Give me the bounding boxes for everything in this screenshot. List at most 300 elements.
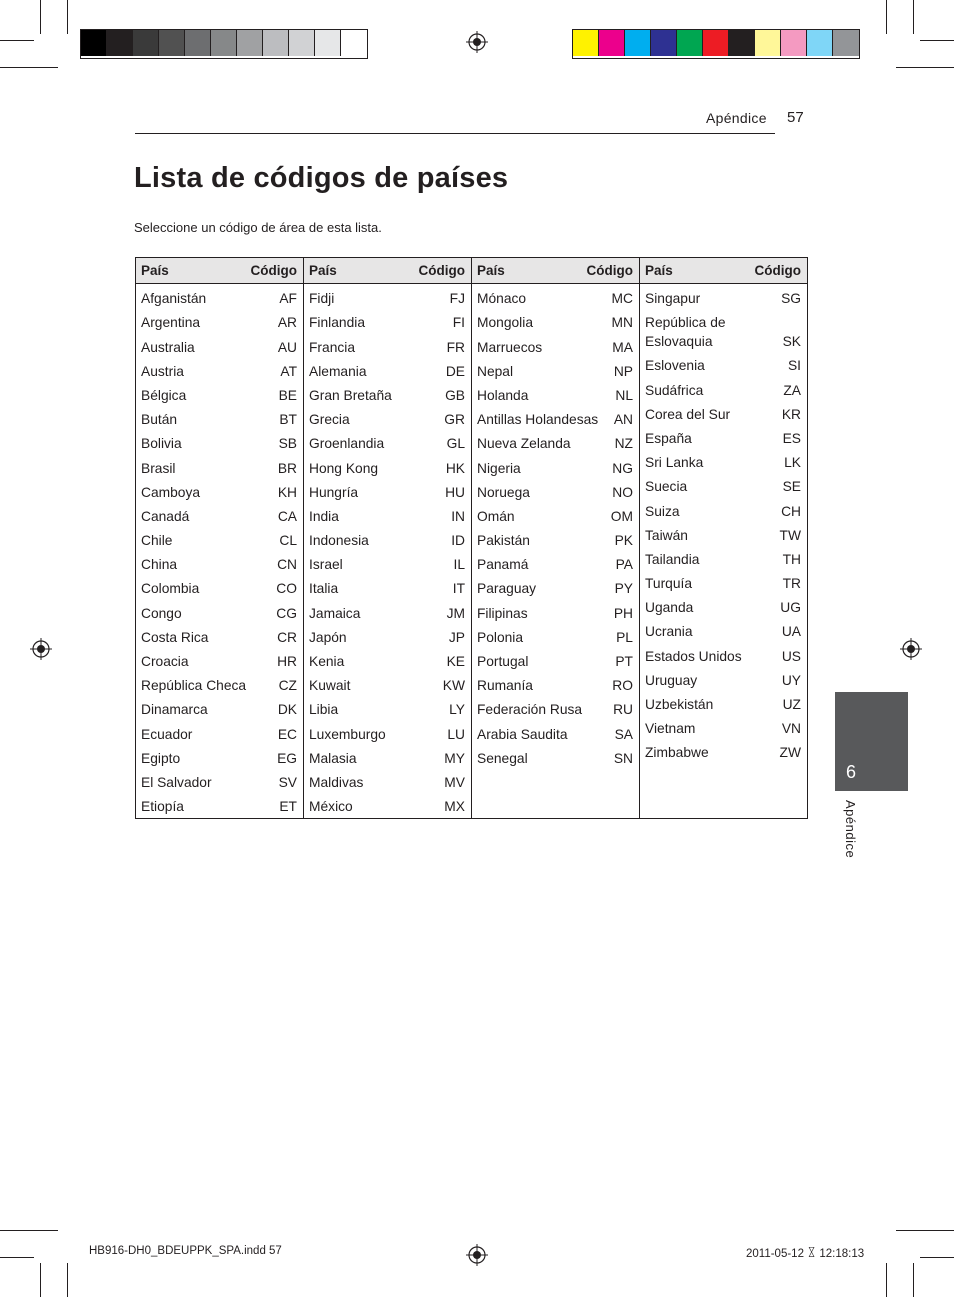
- crop-mark: [913, 0, 914, 34]
- table-row: [309, 623, 465, 647]
- country-code: JP: [448, 629, 465, 645]
- country-code: TW: [779, 527, 801, 543]
- country-header: País: [309, 263, 337, 278]
- table-row: [141, 381, 297, 405]
- crop-mark: [886, 0, 887, 34]
- crop-mark: [913, 1263, 914, 1297]
- country-code: PK: [614, 533, 633, 549]
- table-column: [136, 258, 304, 818]
- color-swatch: [341, 30, 367, 56]
- table-column: [640, 258, 807, 818]
- country-name: Finlandia: [309, 315, 365, 331]
- country-code: UA: [781, 624, 801, 640]
- table-row: [645, 545, 801, 569]
- country-code: SB: [278, 436, 297, 452]
- color-swatch: [185, 30, 211, 56]
- table-row: [645, 308, 801, 351]
- color-swatch: [807, 30, 833, 56]
- country-name: Nueva Zelanda: [477, 436, 571, 452]
- country-name: Malasia: [309, 750, 357, 766]
- country-name: Hungría: [309, 484, 359, 500]
- country-name: Uzbekistán: [645, 697, 714, 712]
- table-row: [309, 550, 465, 574]
- country-code: FI: [452, 315, 465, 331]
- country-name: Senegal: [477, 750, 528, 766]
- country-code: EG: [277, 750, 297, 766]
- table-row: [477, 478, 633, 502]
- table-row: [645, 448, 801, 472]
- table-row: [477, 550, 633, 574]
- country-name: Filipinas: [477, 605, 528, 621]
- country-code: MC: [611, 291, 633, 307]
- code-header: Código: [418, 263, 465, 278]
- country-name: Corea del Sur: [645, 406, 731, 422]
- country-code: ZW: [779, 745, 801, 761]
- table-row: [477, 405, 633, 429]
- country-name: Bolivia: [141, 436, 182, 452]
- country-code: CH: [781, 503, 801, 519]
- country-name: Bután: [141, 412, 178, 428]
- country-name: Polonia: [477, 629, 524, 645]
- country-code: UY: [781, 672, 801, 688]
- color-swatch: [651, 30, 677, 56]
- country-code: BR: [277, 460, 297, 476]
- country-code: SV: [278, 774, 297, 790]
- table-row: [309, 284, 465, 308]
- country-code: SE: [782, 479, 801, 495]
- country-name: Indonesia: [309, 533, 369, 549]
- country-header: País: [477, 263, 505, 278]
- table-row: [645, 714, 801, 738]
- country-name: Portugal: [477, 654, 529, 669]
- country-code: KE: [446, 654, 465, 669]
- country-name: Suiza: [645, 503, 680, 519]
- country-name: Nepal: [477, 363, 514, 379]
- country-name: Etiopía: [141, 799, 184, 815]
- country-name: Egipto: [141, 750, 181, 766]
- country-code: NO: [612, 484, 633, 500]
- country-code: MV: [444, 774, 465, 790]
- country-name: Noruega: [477, 484, 530, 500]
- country-code: SN: [613, 750, 633, 766]
- crop-mark: [886, 1263, 887, 1297]
- table-row: [645, 472, 801, 496]
- table-row: [141, 284, 297, 308]
- country-code: TR: [782, 576, 801, 592]
- color-swatch: [833, 30, 859, 56]
- country-code: PL: [616, 629, 633, 645]
- country-name: Estados Unidos: [645, 648, 742, 664]
- header-section-label: Apéndice: [706, 110, 767, 126]
- country-name: Argentina: [141, 315, 201, 331]
- country-code: NG: [612, 460, 633, 476]
- table-row: [141, 744, 297, 768]
- country-code: MA: [612, 339, 633, 355]
- country-code-table: [135, 257, 808, 819]
- country-name: Sudáfrica: [645, 382, 704, 398]
- table-row: [645, 690, 801, 714]
- table-row: [645, 738, 801, 762]
- country-name: Camboya: [141, 484, 201, 500]
- country-name: Singapur: [645, 291, 701, 307]
- color-swatch: [107, 30, 133, 56]
- country-code: AR: [277, 315, 297, 331]
- country-code: ET: [279, 799, 297, 815]
- country-name: Fidji: [309, 291, 335, 307]
- country-code: PH: [613, 605, 633, 621]
- footer-filename: HB916-DH0_BDEUPPK_SPA.indd 57: [89, 1245, 282, 1257]
- color-swatch: [263, 30, 289, 56]
- country-name: Holanda: [477, 387, 529, 403]
- table-row: [141, 792, 297, 816]
- country-name: Costa Rica: [141, 629, 209, 645]
- table-row: [309, 429, 465, 453]
- country-name: China: [141, 557, 178, 573]
- country-code: ES: [782, 430, 801, 446]
- table-row: [141, 357, 297, 381]
- country-code: AT: [280, 363, 297, 379]
- country-name: Vietnam: [645, 721, 696, 737]
- column-header: [304, 258, 471, 284]
- chapter-number: 6: [846, 762, 857, 782]
- table-row: [309, 308, 465, 332]
- table-row: [645, 617, 801, 641]
- table-row: [309, 574, 465, 598]
- country-code: PY: [614, 581, 633, 597]
- page-title: Lista de códigos de países: [134, 162, 509, 194]
- country-name: Suecia: [645, 479, 688, 495]
- table-column: [472, 258, 640, 818]
- country-code: KR: [781, 406, 801, 422]
- color-swatch: [625, 30, 651, 56]
- country-code: VN: [781, 721, 801, 737]
- country-code: KH: [277, 484, 297, 500]
- table-row: [141, 308, 297, 332]
- color-swatch: [81, 30, 107, 56]
- country-code: SA: [614, 726, 633, 742]
- table-row: [141, 429, 297, 453]
- country-name: Congo: [141, 605, 182, 621]
- table-row: [309, 719, 465, 743]
- country-name: Jamaica: [309, 605, 361, 621]
- header-rule: [135, 133, 775, 134]
- country-code: TH: [782, 551, 801, 567]
- color-swatch: [237, 30, 263, 56]
- code-header: Código: [586, 263, 633, 278]
- table-row: [309, 695, 465, 719]
- country-name: India: [309, 508, 339, 524]
- table-row: [645, 496, 801, 520]
- table-row: [477, 526, 633, 550]
- country-code: HK: [445, 460, 465, 476]
- country-code: UZ: [782, 697, 801, 712]
- country-code: CA: [277, 508, 297, 524]
- country-name: Turquía: [645, 576, 693, 592]
- country-name: Arabia Saudita: [477, 726, 568, 742]
- registration-mark-icon: [900, 638, 922, 660]
- color-swatch: [677, 30, 703, 56]
- crop-mark: [40, 1263, 41, 1297]
- country-name: Omán: [477, 508, 515, 524]
- table-row: [141, 695, 297, 719]
- registration-mark-icon: [466, 1244, 488, 1266]
- country-code: US: [781, 648, 801, 664]
- table-row: [141, 526, 297, 550]
- country-name: Bélgica: [141, 387, 187, 403]
- table-row: [309, 502, 465, 526]
- country-name: Japón: [309, 629, 347, 645]
- crop-mark: [0, 1230, 58, 1231]
- country-name: Taiwán: [645, 527, 688, 543]
- crop-mark: [0, 40, 34, 41]
- process-color-bar: [572, 29, 860, 59]
- country-name: Kuwait: [309, 678, 351, 694]
- country-name: Mónaco: [477, 291, 527, 307]
- country-name: Tailandia: [645, 551, 700, 567]
- table-row: [141, 453, 297, 477]
- country-name: Marruecos: [477, 339, 543, 355]
- country-code: BE: [278, 387, 297, 403]
- country-code: IT: [452, 581, 465, 597]
- color-swatch: [573, 30, 599, 56]
- country-code: UG: [780, 600, 801, 616]
- table-row: [309, 453, 465, 477]
- table-row: [477, 719, 633, 743]
- country-code: PT: [615, 654, 633, 669]
- country-code: RO: [612, 678, 633, 694]
- country-name: Antillas Holandesas: [477, 412, 599, 428]
- country-name: España: [645, 430, 692, 446]
- country-code: LY: [449, 702, 465, 718]
- table-row: [477, 623, 633, 647]
- country-header: País: [645, 263, 673, 278]
- country-name: Gran Bretaña: [309, 387, 392, 403]
- country-code: GL: [446, 436, 465, 452]
- grayscale-color-bar: [80, 29, 368, 59]
- table-row: [477, 502, 633, 526]
- country-code: LK: [784, 455, 801, 471]
- country-name: Mongolia: [477, 315, 533, 331]
- table-row: [141, 332, 297, 356]
- country-name: Federación Rusa: [477, 702, 583, 718]
- country-name: Sri Lanka: [645, 455, 704, 471]
- crop-mark: [0, 1257, 34, 1258]
- color-swatch: [289, 30, 315, 56]
- country-name: Croacia: [141, 654, 189, 669]
- column-header: [640, 258, 807, 284]
- country-code: MY: [444, 750, 465, 766]
- table-row: [645, 569, 801, 593]
- country-name: Pakistán: [477, 533, 530, 549]
- country-code: GR: [444, 412, 465, 428]
- table-row: [645, 400, 801, 424]
- country-code: IN: [451, 508, 465, 524]
- country-name: Alemania: [309, 363, 367, 379]
- chapter-label: Apéndice: [843, 800, 858, 859]
- table-row: [477, 647, 633, 671]
- table-row: [141, 598, 297, 622]
- country-name: Dinamarca: [141, 702, 208, 718]
- table-row: [309, 744, 465, 768]
- color-swatch: [703, 30, 729, 56]
- country-code: SK: [782, 334, 801, 350]
- table-row: [477, 695, 633, 719]
- registration-mark-icon: [466, 31, 488, 53]
- country-name: Hong Kong: [309, 460, 379, 476]
- country-code: ID: [451, 533, 465, 549]
- table-row: [477, 429, 633, 453]
- country-code: RU: [613, 702, 633, 718]
- table-row: [645, 351, 801, 375]
- country-code: PA: [615, 557, 633, 573]
- registration-mark-icon: [30, 638, 52, 660]
- code-header: Código: [250, 263, 297, 278]
- country-name: Uruguay: [645, 672, 698, 688]
- country-code: CN: [277, 557, 297, 573]
- country-name: Israel: [309, 557, 343, 573]
- table-row: [309, 598, 465, 622]
- table-row: [477, 332, 633, 356]
- country-code: IL: [453, 557, 465, 573]
- country-code: CL: [279, 533, 297, 549]
- country-code: SG: [781, 291, 801, 307]
- country-code: NL: [615, 387, 633, 403]
- country-code: FR: [446, 339, 465, 355]
- table-row: [645, 284, 801, 308]
- country-name: Brasil: [141, 460, 176, 476]
- color-swatch: [159, 30, 185, 56]
- table-row: [645, 375, 801, 399]
- table-row: [141, 502, 297, 526]
- country-name: Italia: [309, 581, 339, 597]
- country-code: ZA: [783, 382, 801, 398]
- table-row: [645, 521, 801, 545]
- table-row: [309, 332, 465, 356]
- country-code: CO: [276, 581, 297, 597]
- country-code: GB: [445, 387, 465, 403]
- crop-mark: [896, 1230, 954, 1231]
- country-code: NP: [613, 363, 633, 379]
- table-row: [141, 671, 297, 695]
- color-swatch: [755, 30, 781, 56]
- country-name: Austria: [141, 363, 184, 379]
- country-name: México: [309, 799, 353, 815]
- table-row: [309, 478, 465, 502]
- column-header: [136, 258, 303, 284]
- country-name: Ecuador: [141, 726, 193, 742]
- table-row: [141, 574, 297, 598]
- table-row: [309, 526, 465, 550]
- country-name: Groenlandia: [309, 436, 385, 452]
- table-row: [645, 666, 801, 690]
- country-code: OM: [610, 508, 633, 524]
- country-name: Uganda: [645, 600, 694, 616]
- country-header: País: [141, 263, 169, 278]
- intro-text: Seleccione un código de área de esta lista.: [134, 220, 382, 235]
- crop-mark: [0, 67, 58, 68]
- table-row: [309, 405, 465, 429]
- country-code: AU: [277, 339, 297, 355]
- color-swatch: [781, 30, 807, 56]
- country-code: DK: [277, 702, 297, 718]
- color-swatch: [133, 30, 159, 56]
- country-name: Ucrania: [645, 624, 693, 640]
- table-row: [141, 478, 297, 502]
- country-code: AN: [613, 412, 633, 428]
- table-row: [309, 381, 465, 405]
- country-code: HR: [277, 654, 297, 669]
- code-header: Código: [754, 263, 801, 278]
- country-code: JM: [446, 605, 465, 621]
- country-name: Eslovenia: [645, 358, 705, 374]
- page-number: 57: [787, 109, 804, 126]
- country-name: Australia: [141, 339, 195, 355]
- country-code: FJ: [449, 291, 465, 307]
- country-code: HU: [445, 484, 465, 500]
- country-code: CG: [276, 605, 297, 621]
- country-code: SI: [787, 358, 801, 374]
- country-name: Chile: [141, 533, 173, 549]
- country-code: AF: [279, 291, 297, 307]
- country-name: Zimbabwe: [645, 745, 709, 761]
- country-code: EC: [277, 726, 297, 742]
- table-row: [477, 744, 633, 768]
- country-name: Grecia: [309, 412, 350, 428]
- crop-mark: [40, 0, 41, 34]
- table-row: [141, 647, 297, 671]
- country-code: CR: [277, 629, 297, 645]
- country-name: República Checa: [141, 678, 247, 694]
- country-code: NZ: [614, 436, 633, 452]
- table-row: [141, 719, 297, 743]
- table-row: [477, 453, 633, 477]
- country-code: DE: [445, 363, 465, 379]
- table-row: [477, 357, 633, 381]
- country-code: MN: [611, 315, 633, 331]
- footer-timestamp: 2011-05-12 ꊱ 12:18:13: [746, 1248, 865, 1260]
- country-name: El Salvador: [141, 774, 212, 790]
- table-row: [141, 405, 297, 429]
- table-row: [141, 623, 297, 647]
- column-header: [472, 258, 639, 284]
- country-code: BT: [279, 412, 297, 428]
- country-name: Rumanía: [477, 678, 533, 694]
- country-name: Panamá: [477, 557, 529, 573]
- color-swatch: [599, 30, 625, 56]
- table-row: [477, 381, 633, 405]
- color-swatch: [315, 30, 341, 56]
- color-swatch: [729, 30, 755, 56]
- table-row: [477, 598, 633, 622]
- country-code: LU: [447, 726, 465, 742]
- country-name: Kenia: [309, 654, 345, 669]
- crop-mark: [67, 1263, 68, 1297]
- country-name: Afganistán: [141, 291, 207, 307]
- country-code: CZ: [278, 678, 297, 694]
- crop-mark: [896, 67, 954, 68]
- table-row: [477, 308, 633, 332]
- table-row: [477, 671, 633, 695]
- table-row: [477, 284, 633, 308]
- country-name: Francia: [309, 339, 356, 355]
- country-code: MX: [444, 799, 465, 815]
- country-name: Libia: [309, 702, 339, 718]
- country-name: Luxemburgo: [309, 726, 386, 742]
- country-name: Paraguay: [477, 581, 537, 597]
- table-row: [645, 424, 801, 448]
- table-row: [309, 768, 465, 792]
- table-row: [141, 550, 297, 574]
